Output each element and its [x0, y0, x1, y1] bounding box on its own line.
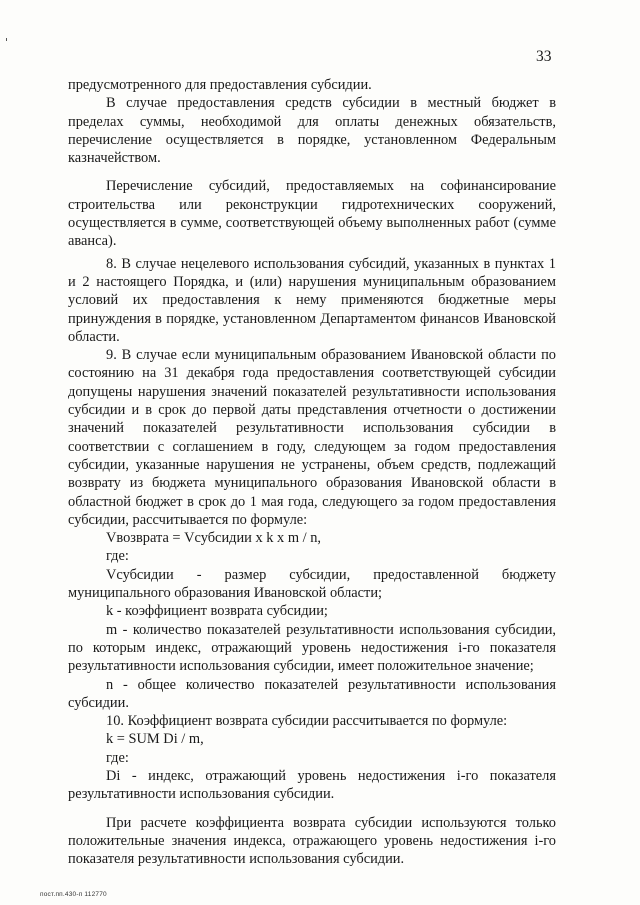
definition-k: k - коэффициент возврата субсидии;: [106, 603, 328, 620]
formula-k: k = SUM Di / m,: [106, 731, 204, 748]
formula-return-volume: Vвозврата = Vсубсидии x k x m / n,: [106, 530, 322, 547]
where-label-2: где:: [106, 749, 129, 766]
where-label: где:: [106, 548, 129, 565]
footer-code: пост.пп.430-п 112770: [40, 891, 107, 898]
paragraph-positive-values: При расчете коэффициента возврата субсидии используются только положительные значения индекса, отражающего уровень недостижения i-го показателя результативности использования субсидии.: [68, 814, 556, 868]
paragraph-clause-9: 9. В случае если муниципальным образованием Ивановской области по состоянию на 31 декабря года предоставления соответствующей субсидии допущены нарушения значений показателей результативности использования субсидии и в срок до первой даты представления отчетности о достижении значений показателей результативности использования субсидии в соответствии с соглашением в году, следующем за годом предоставления субсидии, указанные нарушения не устранены, объем средств, подлежащий возврату из бюджета муниципального образования Ивановской области в областной бюджет в срок до 1 мая года, следующего за годом предоставления субсидии, рассчитывается по формуле:: [68, 347, 556, 528]
paragraph-clause-10: 10. Коэффициент возврата субсидии рассчитывается по формуле:: [106, 713, 508, 730]
paragraph-clause-8: 8. В случае нецелевого использования субсидий, указанных в пунктах 1 и 2 настоящего Порядка, и (или) нарушения муниципальным образованием условий их предоставления к нему применяются бюджетные меры принуждения в порядке, установленном Департаментом финансов Ивановской области.: [68, 255, 556, 345]
definition-v-subsidy: Vсубсидии - размер субсидии, предоставленной бюджету муниципального образования Ивановской области;: [68, 566, 556, 602]
paragraph-continuation: предусмотренного для предоставления субсидии.: [68, 77, 372, 93]
paragraph-local-budget: В случае предоставления средств субсидии в местный бюджет в пределах суммы, необходимой для оплаты денежных обязательств, перечисление осуществляется в порядке, установленном Федеральным казначейством.: [68, 95, 556, 167]
definition-m: m - количество показателей результативности использования субсидии, по которым индекс, отражающий уровень недостижения i-го показателя результативности использования субсидии, имеет положительное значение;: [68, 621, 556, 675]
definition-di: Di - индекс, отражающий уровень недостижения i-го показателя результативности использования субсидии.: [68, 767, 556, 803]
definition-n: n - общее количество показателей результативности использования субсидии.: [68, 676, 556, 711]
scan-speck: [6, 38, 7, 41]
page-number: 33: [536, 48, 552, 65]
paragraph-transfer: Перечисление субсидий, предоставляемых на софинансирование строительства или реконструкции гидротехнических сооружений, осуществляется в сумме, соответствующей объему выполненных работ (сумме аванса).: [68, 178, 556, 250]
document-body: [68, 76, 556, 868]
